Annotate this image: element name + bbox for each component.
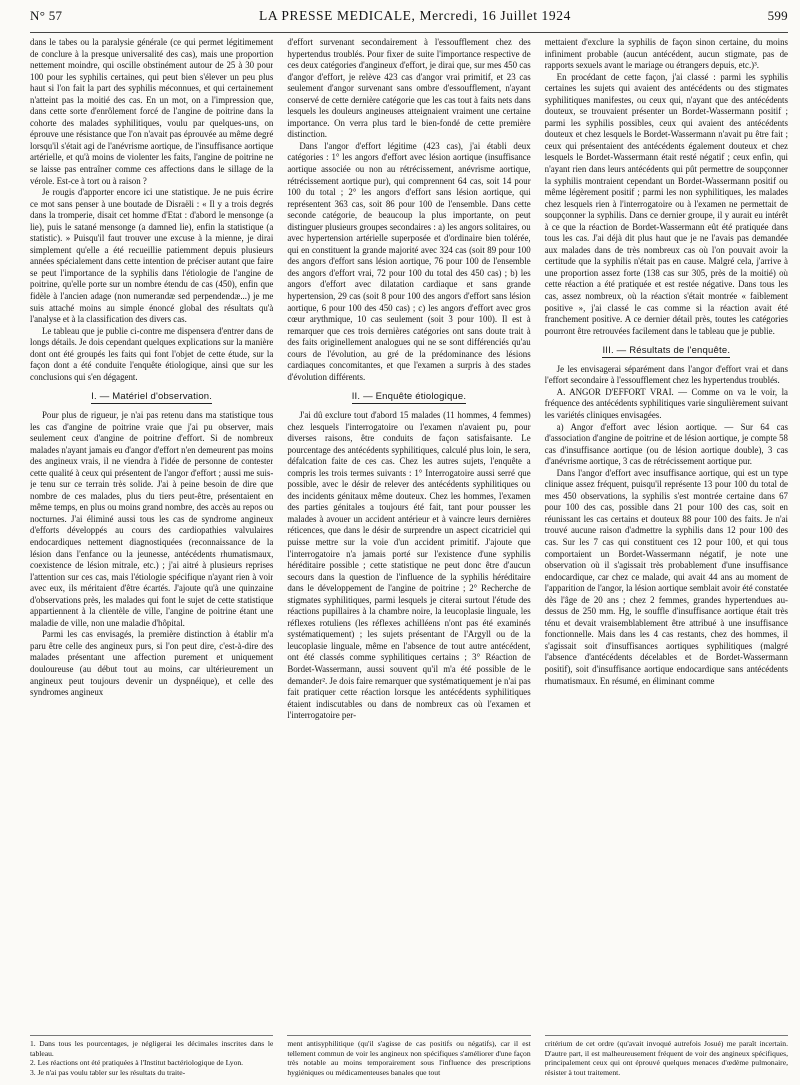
footnote-1: 1. Dans tous les pourcentages, je négligerai les décimales inscrites dans le tableau. — [30, 1039, 274, 1058]
paragraph: Dans l'angor d'effort légitime (423 cas), j'ai établi deux catégories : 1° les angors d'effort avec lésion aortique (insuffisance aortique associée ou non au rétrécissement, anévrisme aortique, rétrécissement aortique pur), qui comprennent 64 cas, soit 14 pour 100 du total ; 2° les angors d'effort sans lésion aortique, qui représentent 363 cas, soit 86 pour 100 de l'ensemble. Dans cette seconde catégorie, de beaucoup la plus importante, on peut distinguer plusieurs groupes secondaires : a) les angors solitaires, ou avec hypertension artérielle superposée et d'ordinaire bien tolérée, qui en constituent la grande majorité avec 324 cas (soit 89 pour 100 des angors d'effort sans lésion aortique, 76 pour 100 de l'ensemble des angors d'effort vrai, 72 pour 100 du total des 450 cas) ; b) les angors d'effort avec dilatation cardiaque et sans grande hypertension, 29 cas (soit 8 pour 100 des angors d'effort sans lésion aortique, 6 pour 100 des 450 cas) ; c) les angors d'effort avec gros cœur arythmique, 10 cas seulement (soit 3 pour 100). Il est à remarquer que ces trois dernières catégories ont sans doute trait à des faits originellement analogues qui ne se sont différenciés qu'au cours de l'évolution, au gré de la prédominance des lésions cardiaques concomitantes, et que l'examen a surpris à des stades d'évolution différents. — [287, 140, 531, 382]
paragraph: dans le tabes ou la paralysie générale (ce qui permet légitimement de conclure à la presque universalité des cas), mais une proportion nettement moindre, qui oscille obstinément autour de 25 à 30 pour 100 pour les syphilis certaines, qui peut bien s'élever un peu plus haut si l'on fait la part des syphilis méconnues, et qui certainement n'atteint pas la moitié des cas. En un mot, on a l'impression que, dans cette sorte d'enrôlement forcé de l'angine de poitrine dans la cohorte des malades syphilitiques, voulu par quelques-uns, on éprouve une résistance que l'on n'avait pas éprouvée au même degré lorsqu'il s'était agi de l'anévrisme aortique, de l'insuffisance aortique artérielle, et qu'à moins de violenter les faits, l'angine de poitrine ne se laisse pas entraîner comme ces affections dans le sillage de la vérole. Est-ce à tort ou à raison ? — [30, 37, 274, 186]
paragraph: Parmi les cas envisagés, la première distinction à établir m'a paru être celle des angineux purs, si l'on peut dire, c'est-à-dire des malades présentant une affection purement et uniquement douloureuse (au début tout au moins, car ultérieurement un angineux peut toujours devenir un dyspnéique), et celle des syndromes angineux — [30, 629, 274, 698]
section-heading-2: II. — Enquête étiologique. — [351, 391, 467, 403]
paragraph: En procédant de cette façon, j'ai classé : parmi les syphilis certaines les sujets qui avaient des antécédents ou des stigmates syphilitiques manifestes, ou ceux qui, n'ayant que des antécédents douteux, se trouvaient présenter un Bordet-Wassermann positif ; parmi les syphilis possibles, ceux qui avaient des antécédents douteux et chez lesquels le Bordet-Wassermann n'avait pu être fait ; ceux qui présentaient des antécédents également douteux et chez lesquels le Bordet-Wassermann était resté négatif ; ceux enfin, qui n'ayant rien dans leurs antécédents qui pût permettre de soupçonner la syphilis montraient cependant un Bordet-Wassermann positif ou même légèrement positif ; parmi les non syphilitiques, les malades chez lesquels rien à l'interrogatoire ou à l'examen ne permettait de soupçonner la syphilis. Dans ce dernier groupe, il y aurait eu intérêt à ce que la réaction de Bordet-Wassermann eût été pratiquée dans tous les cas. J'ai déjà dit plus haut que je ne l'avais pas demandée aux malades dans de très nombreux cas où l'on pouvait avoir la certitude que la syphilis n'était pas en cause. Malgré cela, j'arrive à une proportion assez forte (138 cas sur 305, près de la moitié) où cette réaction a été pratiquée et est restée négative. Dans tous les cas, assez nombreux, où la réaction s'était montrée « faiblement positive », j'ai classé le cas comme si la réaction avait été franchement positive. A ce dernier détail près, toutes les catégories pourront être retrouvées facilement dans le tableau que je publie. — [544, 71, 788, 336]
footnote-3: 3. Je n'ai pas voulu tabler sur les résultats du traite- — [30, 1067, 186, 1077]
paragraph: a) Angor d'effort avec lésion aortique. — Sur 64 cas d'association d'angine de poitrine et de lésion aortique, je compte 58 cas d'insuffisance aortique (ou de lésion aortique double), 3 cas d'anévrisme aortique, 3 cas de rétrécissement aortique pur. — [544, 421, 788, 467]
page-number: 599 — [767, 8, 788, 23]
issue-number: N° 57 — [30, 8, 63, 23]
footnotes-continued — [287, 1035, 530, 1077]
paragraph: Dans l'angor d'effort avec insuffisance aortique, qui est un type clinique assez fréquent, puisqu'il représente 13 pour 100 du total de mes 450 observations, la syphilis s'est montrée certaine dans 67 pour 100 des cas, possible dans 21 pour 100 des cas, soit en réunissant les cas certains et douteux 88 pour 100 des faits. Je n'ai trouvé aucune raison d'admettre la syphilis dans 12 pour 100 des cas. Sur les 7 cas qui constituent ces 12 pour 100, et qui tous comportaient un Bordet-Wassermann négatif, je note une observation où il s'agissait très probablement d'une insuffisance endocardique, car chez ce malade, qui avait 44 ans au moment de l'apparition de l'angor, la lésion aortique semblait avoir été constatée dès l'âge de 20 ans ; chez 2 femmes, grandes hypertendues au-dessus de 250 mm. Hg, le souffle d'insuffisance aortique était très ténu et devait vraisemblablement être attribué à une insuffisance fonctionnelle. Mais dans les 4 cas restants, chez des hommes, il s'agissait soit d'insuffisances aortiques syphilitiques (malgré l'absence d'antécédents décelables et de Bordet-Wassermann positif), soit d'insuffisance aortique endocardique sans antécédents rhumatismaux. En résumé, en éliminant comme — [544, 467, 788, 686]
paragraph: mettaient d'exclure la syphilis de façon sinon certaine, du moins infiniment probable (aucun antécédent, aucun stigmate, pas de rapports sexuels avant le mariage ou étrangers depuis, etc.)³. — [544, 37, 788, 71]
section-heading-1: I. — Matériel d'observation. — [91, 391, 213, 403]
paragraph: J'ai dû exclure tout d'abord 15 malades (11 hommes, 4 femmes) chez lesquels l'interrogatoire ou l'examen n'avaient pu, pour diverses raisons, être conduits de façon satisfaisante. Le pourcentage des antécédents syphilitiques, calculé plus loin, le sera, défalcation faite de ces cas. Chez les autres sujets, l'enquête a compris les trois termes suivants : 1° Interrogatoire aussi serré que possible, avec le désir de relever des antécédents syphilitiques ou des incidents génitaux même douteux. Chez les hommes, l'examen des parties génitales a toujours été fait, tant pour pousser les malades à avouer un accident antérieur et à vaincre leurs dernières réticences, que dans le désir de surprendre un aspect cicatriciel qui puisse mettre sur la voie d'un accident primitif. J'ajoute que l'interrogatoire n'a jamais porté sur l'existence d'une syphilis héréditaire possible ; cette statistique ne peut donc être d'aucun secours dans la question de l'influence de la syphilis héréditaire dans le développement de l'angine de poitrine ; 2° Recherche de stigmates syphilitiques, parmi lesquels je citerai surtout l'étude des réactions pupillaires à la chambre noire, la leucoplasie linguale, les réflexes rotuliens (les réflexes achilléens n'ont pas été examinés systématiquement) ; les sujets présentant de l'Argyll ou de la leucoplasie linguale, même en l'absence de tout autre antécédent, ont été classés comme syphilitiques certains ; 3° Réaction de Bordet-Wassermann, aussi souvent qu'il m'a été possible de le demander². Je dois faire remarquer que systématiquement je n'ai pas fait pratiquer cette réaction lorsque les antécédents syphilitiques étaient indiscutables ou dans de nombreux cas où l'examen et l'interrogatoire per- — [287, 409, 531, 721]
text-columns — [30, 37, 788, 1085]
paragraph: Je les envisagerai séparément dans l'angor d'effort vrai et dans l'effort secondaire à l'essoufflement chez les hypertendus troublés. — [544, 363, 788, 386]
footnotes — [30, 1035, 273, 1077]
paragraph: Le tableau que je publie ci-contre me dispensera d'entrer dans de longs détails. Je dois cependant quelques explications sur la manière dont ont été groupés les faits qui font l'objet de cette étude, sur la façon dont a été conduite l'enquête étiologique, ainsi que sur les conclusions qui s'en dégagent. — [30, 325, 274, 382]
footnote-continuation: critérium de cet ordre (qu'avait invoqué autrefois Josué) me paraît incertain. D'autre part, il est malheureusement fréquent de voir des angineux spécifiques, principalement ceux qui ont éprouvé quelques menaces d'œdème pulmonaire, résister à tout traitement. — [544, 1039, 788, 1077]
footnote-2: 2. Les réactions ont été pratiquées à l'Institut bactériologique de Lyon. — [30, 1058, 244, 1068]
paragraph: Pour plus de rigueur, je n'ai pas retenu dans ma statistique tous les cas d'angine de poitrine vraie que j'ai pu observer, mais seulement ceux d'angine de poitrine d'effort. Si de nombreux malades n'ayant jamais eu d'angor d'effort n'en demeurent pas moins des angineux vrais, il ne viendra à l'idée de personne de contester cette qualité à ceux qui présentent de l'angor d'effort ; aussi me suis-je tenu sur ce terrain très solide. J'ai à peine besoin de dire que nombre de ces malades, plus du tiers peut-être, présentaient en même temps, en plus ou moins grand nombre, des accès au repos ou nocturnes. J'ai éliminé aussi tous les cas de syndrome angineux d'efforts développés au cours des cardiopathies valvulaires endocardiques nettement diagnostiquées (reconnaissance de la lésion dans l'enfance ou la jeunesse, antécédents rhumatismaux, coexistence de lésion mitrale, etc.) ; j'ai aitré à plusieurs reprises l'attention sur ces cas, mais l'étiologie spécifique n'ayant rien à voir avec eux, ils méritaient d'être écartés. J'ajoute qu'à une quinzaine d'observations près, les malades qui font le sujet de cette statistique appartiennent à la clientèle de ville, l'angine de poitrine étant une maladie de ville, non une maladie d'hôpital. — [30, 409, 274, 628]
section-heading-3: III. — Résultats de l'enquête. — [602, 345, 731, 357]
paragraph: Je rougis d'apporter encore ici une statistique. Je ne puis écrire ce mot sans penser à une boutade de Disraëli : « Il y a trois degrés dans la tromperie, disait cet homme d'Etat : d'abord le mensonge (a lie), puis le satané mensonge (a damned lie), enfin la statistique (a statistic). » Puisqu'il faut trouver une excuse à la mienne, je dirai simplement qu'elle a été recueillie patiemment depuis plusieurs années spécialement dans cette intention de préciser autant que faire se peut l'importance de la syphilis dans l'étiologie de l'angine de poitrine, qu'elle porte sur un nombre étendu de cas (450), enfin que fidèle à l'ancien adage (non numerandæ sed perpendendæ...) je me suis attaché moins au simple énoncé global des résultats qu'à l'analyse et à la classification des divers cas. — [30, 187, 274, 325]
column-2 — [287, 37, 530, 1085]
footnotes-continued — [545, 1035, 788, 1077]
column-3 — [545, 37, 788, 1085]
running-header — [30, 8, 788, 33]
journal-title: LA PRESSE MEDICALE, Mercredi, 16 Juillet 1924 — [258, 8, 571, 23]
column-1 — [30, 37, 273, 1085]
paragraph: d'effort survenant secondairement à l'essoufflement chez des hypertendus troublés. Pour fixer de suite l'importance respective de ces deux catégories d'angineux d'effort, je dirai que, sur mes 450 cas d'angor d'effort, je relève 423 cas d'angor vrai primitif, et 23 cas seulement d'angor survenant sans ombre d'essoufflement, n'ayant conservé de cette dernière catégorie que les cas tout à faits nets dans lesquels les douleurs angineuses atteignaient vraiment une certaine importance. On verra plus tard le bien-fondé de cette première distinction. — [287, 37, 531, 140]
footnote-continuation: ment antisyphilitique (qu'il s'agisse de cas positifs ou négatifs), car il est tellement commun de voir les angineux non spécifiques s'améliorer d'une façon très notable au moins temporairement sous l'influence des prescriptions hygiéniques ou médicamenteuses banales que tout — [287, 1039, 531, 1077]
paragraph: A. ANGOR D'EFFORT VRAI. — Comme on va le voir, la fréquence des antécédents syphilitiques varie singulièrement suivant les variétés cliniques envisagées. — [544, 386, 788, 420]
